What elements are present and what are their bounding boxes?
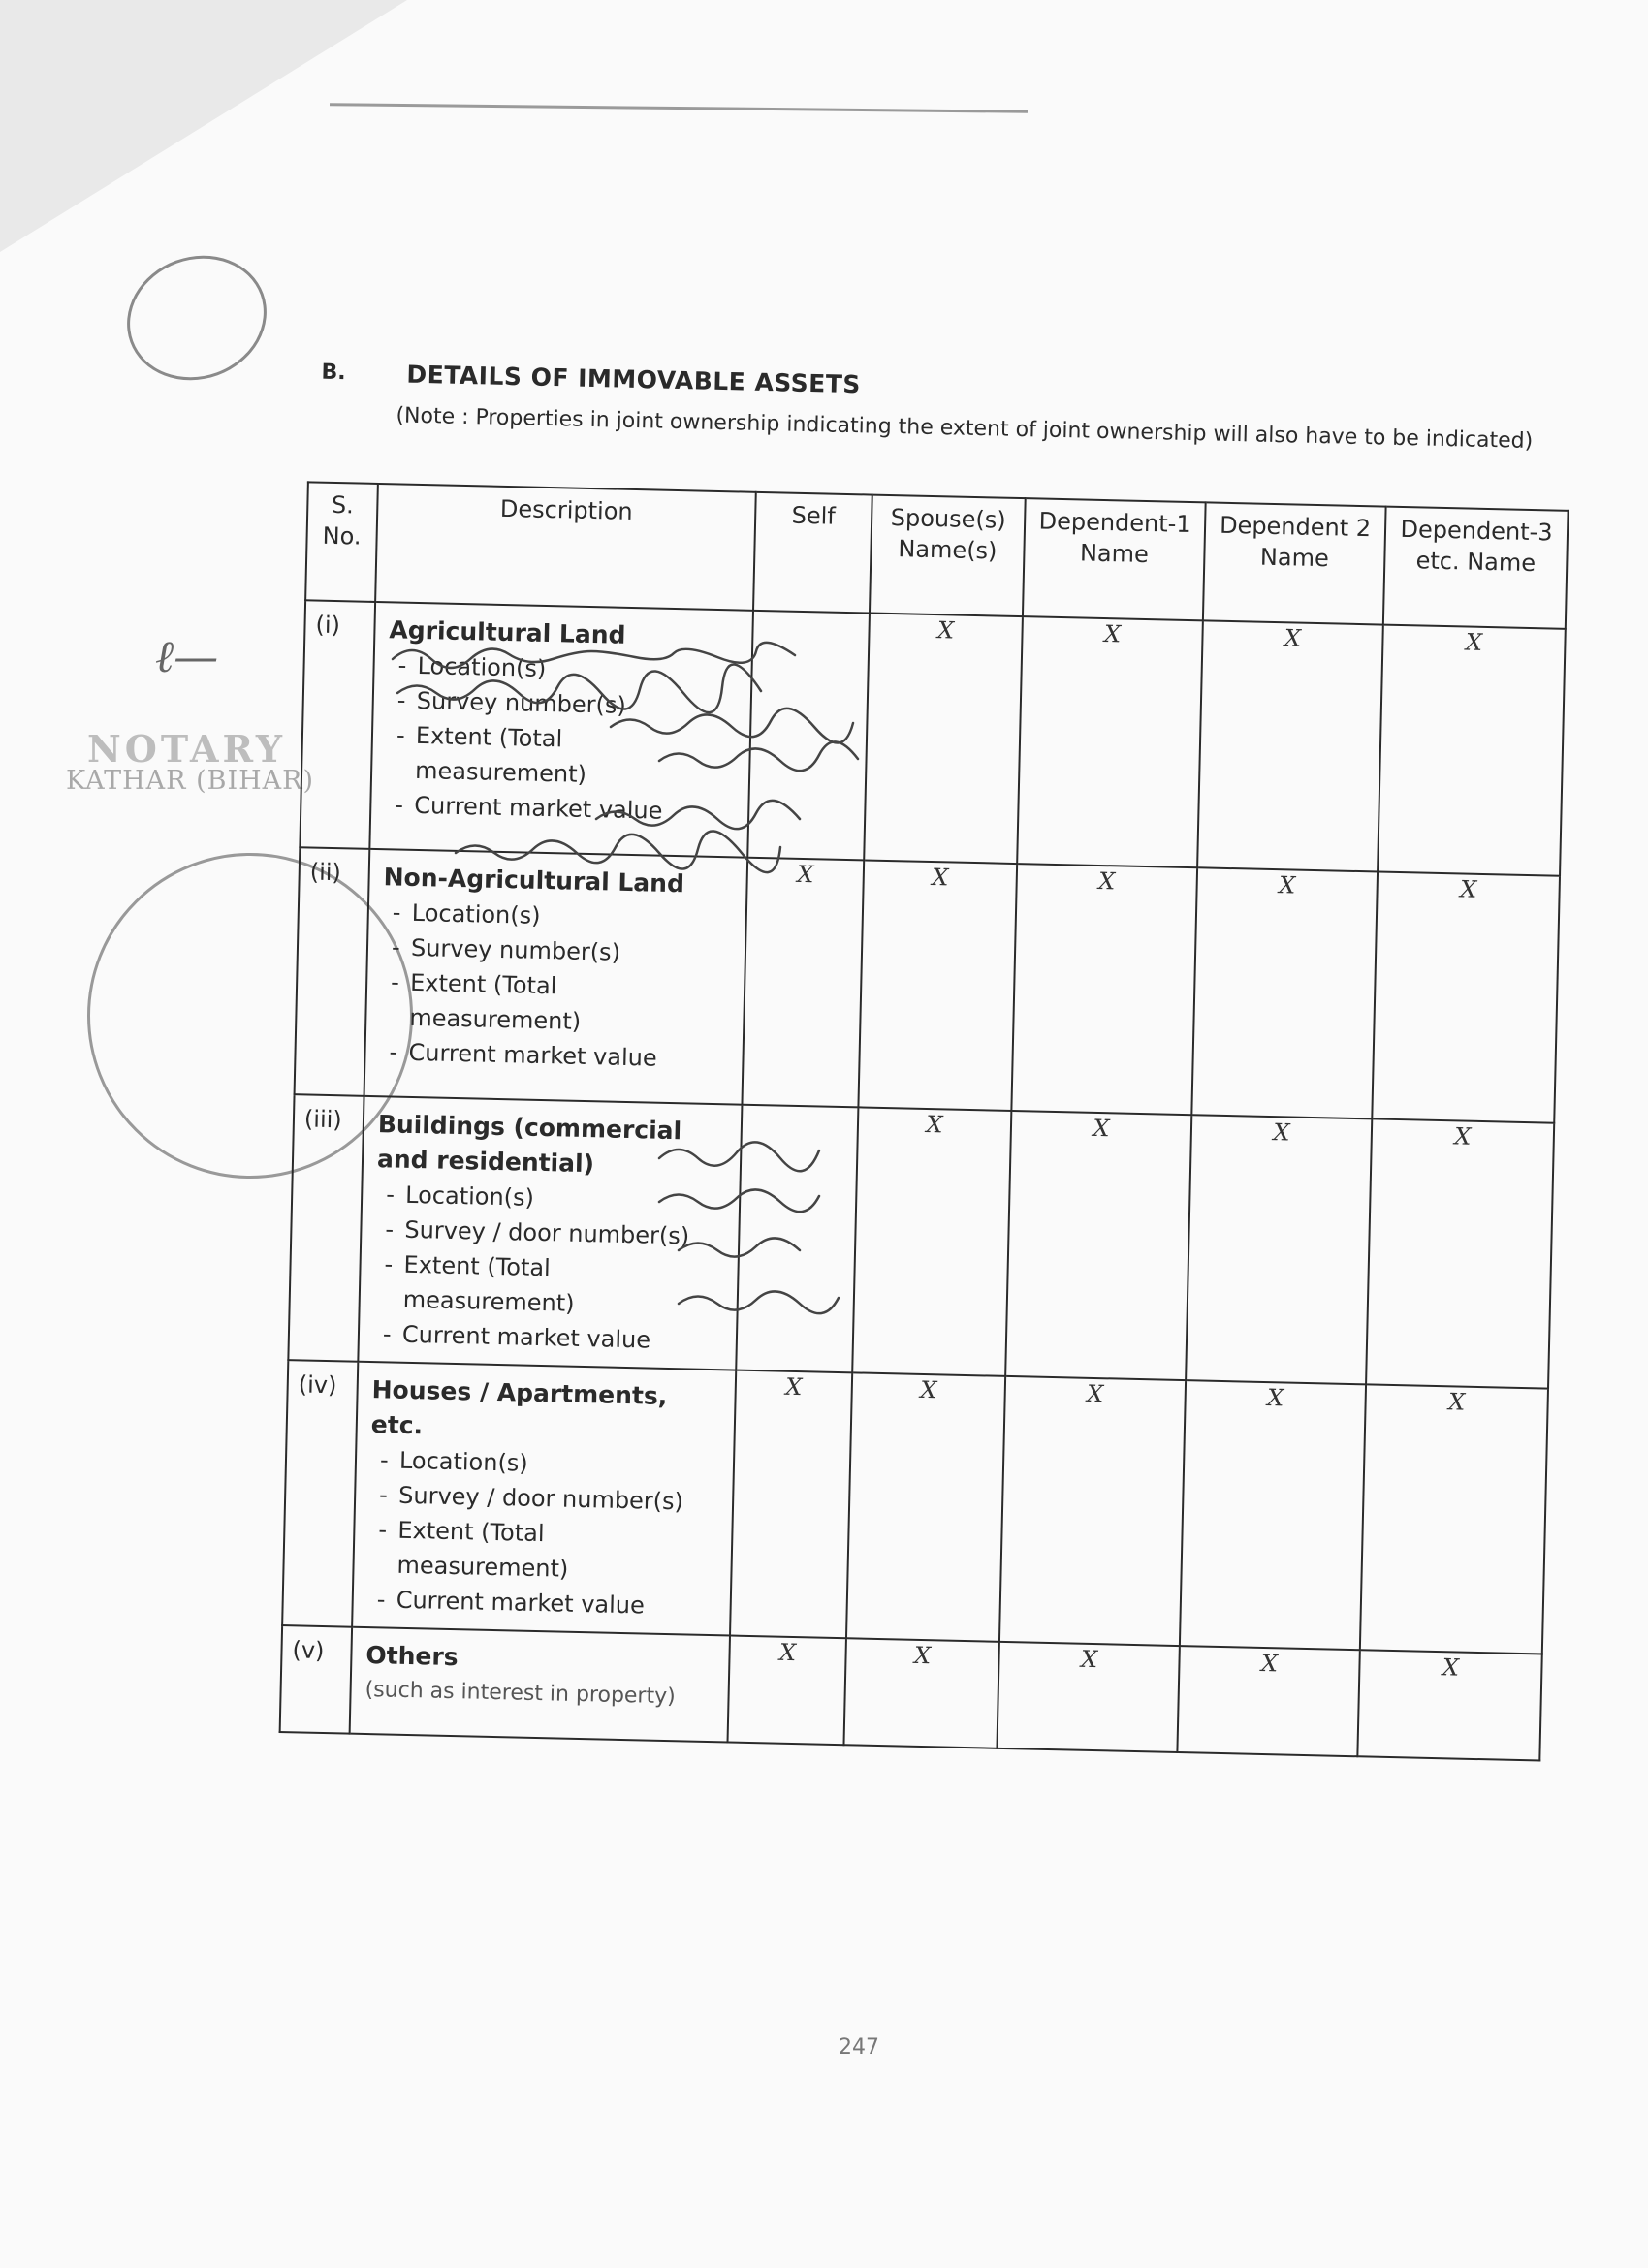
row-sno: (i): [300, 600, 375, 849]
cell-dependent-2-mark: X: [1191, 867, 1378, 1118]
row-item: - Extent (Total measurement): [367, 1512, 718, 1590]
row-item: - Location(s): [376, 1177, 726, 1219]
row-heading: Non-Agricultural Land: [383, 863, 685, 898]
row-sno: (iv): [282, 1360, 358, 1627]
section-title: DETAILS OF IMMOVABLE ASSETS: [406, 360, 862, 399]
row-item: - Survey / door number(s): [375, 1212, 725, 1254]
row-heading: Others: [365, 1641, 459, 1672]
cell-dependent-3-mark: X: [1357, 1650, 1541, 1760]
handwriting-scribble: [659, 741, 858, 771]
cell-dependent-3-mark: X: [1360, 1384, 1548, 1654]
cell-dependent-1-mark: X: [1017, 616, 1203, 867]
cell-dependent-2-mark: X: [1180, 1380, 1366, 1650]
cell-self-mark: X: [742, 858, 864, 1108]
row-item: - Extent (Total measurement): [386, 717, 737, 795]
header-dependent-1: Dependent-1 Name: [1023, 498, 1206, 620]
section-note: (Note : Properties in joint ownership indicating the extent of joint ownership will also have to be indicated): [396, 403, 1534, 454]
row-item: - Current market value: [366, 1582, 716, 1624]
page-number: 247: [839, 2035, 879, 2060]
cell-dependent-2-mark: X: [1177, 1646, 1359, 1756]
cell-dependent-1-mark: X: [997, 1642, 1179, 1752]
row-item: - Location(s): [382, 895, 732, 937]
row-heading: Buildings (commercial and residential): [376, 1110, 682, 1179]
header-spouse: Spouse(s) Name(s): [870, 495, 1026, 617]
row-item: - Extent (Total measurement): [373, 1246, 724, 1324]
cell-spouse-mark: X: [843, 1638, 998, 1748]
cell-spouse-mark: X: [852, 1107, 1011, 1376]
handwriting-scribble: [679, 1291, 839, 1313]
notary-stamp-word: NOTARY: [87, 727, 287, 771]
row-item: - Current market value: [385, 787, 735, 830]
row-item: - Survey number(s): [387, 682, 737, 725]
cell-dependent-3-mark: X: [1372, 871, 1560, 1122]
row-heading: Agricultural Land: [389, 615, 626, 649]
cell-spouse-mark: X: [864, 614, 1023, 865]
handwriting-scribble: [456, 831, 780, 872]
row-item: - Current market value: [373, 1316, 723, 1359]
row-item: - Extent (Total measurement): [380, 964, 731, 1042]
row-item: - Location(s): [370, 1442, 720, 1485]
header-sno: S. No.: [305, 482, 378, 602]
cell-dependent-1-mark: X: [999, 1376, 1186, 1646]
row-item: - Survey number(s): [382, 929, 732, 972]
header-self: Self: [753, 492, 872, 614]
header-dependent-3: Dependent-3 etc. Name: [1383, 507, 1569, 629]
cell-dependent-3-mark: X: [1378, 625, 1566, 876]
handwriting-scribble: [596, 801, 800, 829]
handwriting-scribble: [611, 709, 853, 743]
row-sno: (ii): [295, 847, 370, 1096]
cell-dependent-3-mark: X: [1366, 1118, 1554, 1388]
signature: ℓ—: [155, 630, 219, 682]
handwriting-scribble: [397, 664, 761, 712]
cell-spouse-mark: X: [858, 860, 1017, 1111]
header-dependent-2: Dependent 2 Name: [1203, 502, 1386, 624]
handwriting-scribble: [679, 1238, 800, 1256]
row-item: - Location(s): [388, 647, 738, 690]
row-sno: (iii): [288, 1094, 364, 1362]
header-description: Description: [375, 484, 756, 611]
row-item: - Survey / door number(s): [369, 1477, 719, 1520]
cell-dependent-1-mark: X: [1005, 1111, 1191, 1380]
handwriting-scribble: [659, 1189, 819, 1212]
row-sno: (v): [280, 1625, 352, 1734]
section-letter: B.: [321, 360, 346, 386]
cell-self-mark: X: [730, 1370, 852, 1639]
cell-dependent-1-mark: X: [1011, 864, 1197, 1115]
cell-dependent-2-mark: X: [1186, 1115, 1372, 1384]
cell-spouse-mark: X: [846, 1372, 1005, 1642]
cell-self-mark: X: [728, 1636, 846, 1746]
row-subtext: (such as interest in property): [364, 1678, 677, 1710]
notary-stamp-place: KATHAR (BIHAR): [66, 766, 315, 796]
handwriting-scribble: [659, 1142, 819, 1171]
row-item: - Current market value: [379, 1034, 729, 1077]
cell-dependent-2-mark: X: [1197, 620, 1383, 871]
row-heading: Houses / Apartments, etc.: [370, 1375, 668, 1440]
